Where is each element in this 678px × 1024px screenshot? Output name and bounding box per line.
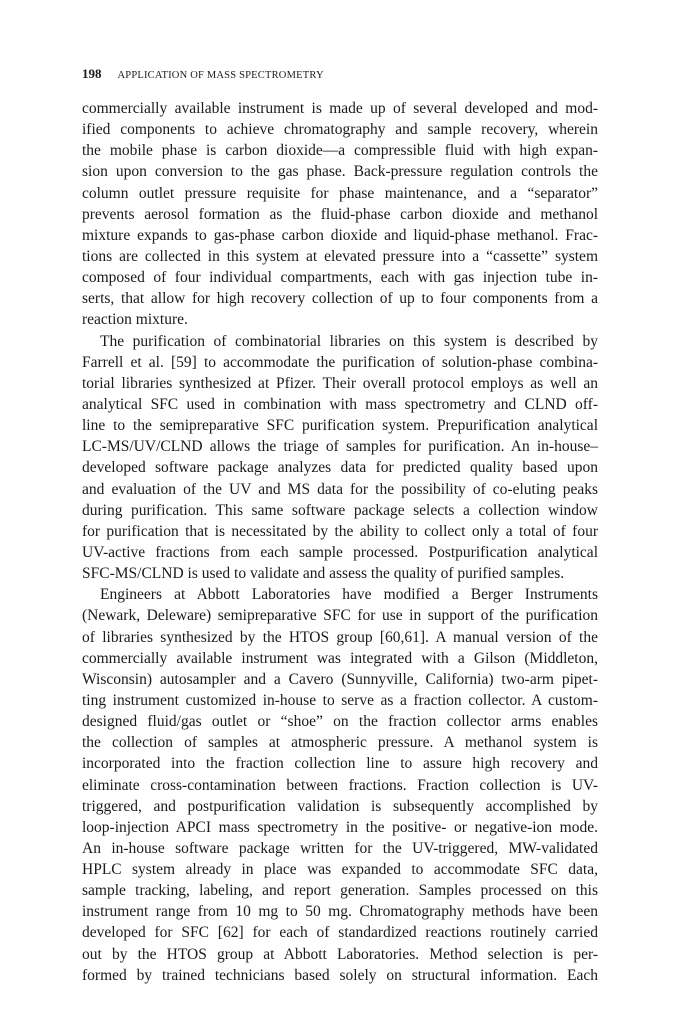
text-line: The purification of combinatorial libraries on this system is described by <box>100 332 598 350</box>
text-line: sample tracking, labeling, and report generation. Samples processed on this <box>82 882 598 900</box>
text-line: mixture expands to gas-phase carbon dioxide and liquid-phase methanol. Frac- <box>82 226 598 244</box>
text-line: commercially available instrument was integrated with a Gilson (Middleton, <box>82 649 598 667</box>
text-line: Engineers at Abbott Laboratories have modified a Berger Instruments <box>100 586 598 604</box>
text-line: SFC-MS/CLND is used to validate and assess the quality of purified samples. <box>82 565 565 583</box>
text-line: ified components to achieve chromatography and sample recovery, wherein <box>82 121 598 139</box>
text-line: formed by trained technicians based solely on structural information. Each <box>82 966 598 984</box>
text-line: composed of four individual compartments, each with gas injection tube in- <box>82 269 598 287</box>
text-line: for purification that is necessitated by the ability to collect only a total of four <box>82 522 598 540</box>
text-line: loop-injection APCI mass spectrometry in the positive- or negative-ion mode. <box>82 818 598 836</box>
text-line: of libraries synthesized by the HTOS group [60,61]. A manual version of the <box>82 628 598 646</box>
text-line: Wisconsin) autosampler and a Cavero (Sunnyville, California) two-arm pipet- <box>82 670 598 688</box>
text-line: LC-MS/UV/CLND allows the triage of samples for purification. An in-house– <box>82 438 598 456</box>
text-line: serts, that allow for high recovery collection of up to four components from a <box>82 290 598 308</box>
text-line: torial libraries synthesized at Pfizer. Their overall protocol employs as well an <box>82 374 598 392</box>
text-line: out by the HTOS group at Abbott Laboratories. Method selection is per- <box>82 945 598 963</box>
text-line: analytical SFC used in combination with mass spectrometry and CLND off- <box>82 395 598 413</box>
text-line: ting instrument customized in-house to serve as a fraction collector. A custom- <box>82 691 598 709</box>
text-line: the mobile phase is carbon dioxide—a compressible fluid with high expan- <box>82 142 598 160</box>
text-line: line to the semipreparative SFC purification system. Prepurification analytical <box>82 417 598 435</box>
text-line: (Newark, Deleware) semipreparative SFC for use in support of the purification <box>82 607 598 625</box>
text-line: and evaluation of the UV and MS data for the possibility of co-eluting peaks <box>82 480 598 498</box>
page-number: 198 <box>82 66 102 81</box>
text-line: commercially available instrument is made up of several developed and mod- <box>82 100 598 117</box>
text-line: reaction mixture. <box>82 311 188 329</box>
text-line: An in-house software package written for the UV-triggered, MW-validated <box>82 839 598 857</box>
paragraph <box>82 584 598 986</box>
paragraph <box>82 98 598 331</box>
text-line: HPLC system already in place was expanded to accommodate SFC data, <box>82 861 598 879</box>
text-line: prevents aerosol formation as the fluid-phase carbon dioxide and methanol <box>82 205 598 223</box>
text-line: designed fluid/gas outlet or “shoe” on the fraction collector arms enables <box>82 713 598 731</box>
running-head <box>82 66 598 84</box>
body-text <box>82 98 598 986</box>
text-line: triggered, and postpurification validation is subsequently accomplished by <box>82 797 598 815</box>
text-line: developed for SFC [62] for each of standardized reactions routinely carried <box>82 924 598 942</box>
paragraph <box>82 331 598 585</box>
running-title: APPLICATION OF MASS SPECTROMETRY <box>117 70 324 81</box>
text-line: the collection of samples at atmospheric pressure. A methanol system is <box>82 734 598 752</box>
text-line: incorporated into the fraction collection line to assure high recovery and <box>82 755 598 773</box>
text-line: Farrell et al. [59] to accommodate the purification of solution-phase combina- <box>82 353 598 371</box>
text-line: sion upon conversion to the gas phase. Back-pressure regulation controls the <box>82 163 598 181</box>
text-line: tions are collected in this system at elevated pressure into a “cassette” system <box>82 247 598 265</box>
text-line: developed software package analyzes data for predicted quality based upon <box>82 459 598 477</box>
text-line: instrument range from 10 mg to 50 mg. Chromatography methods have been <box>82 903 598 921</box>
text-line: eliminate cross-contamination between fractions. Fraction collection is UV- <box>82 776 598 794</box>
text-line: UV-active fractions from each sample processed. Postpurification analytical <box>82 543 598 561</box>
text-line: during purification. This same software package selects a collection window <box>82 501 598 519</box>
text-line: column outlet pressure requisite for phase maintenance, and a “separator” <box>82 184 598 202</box>
